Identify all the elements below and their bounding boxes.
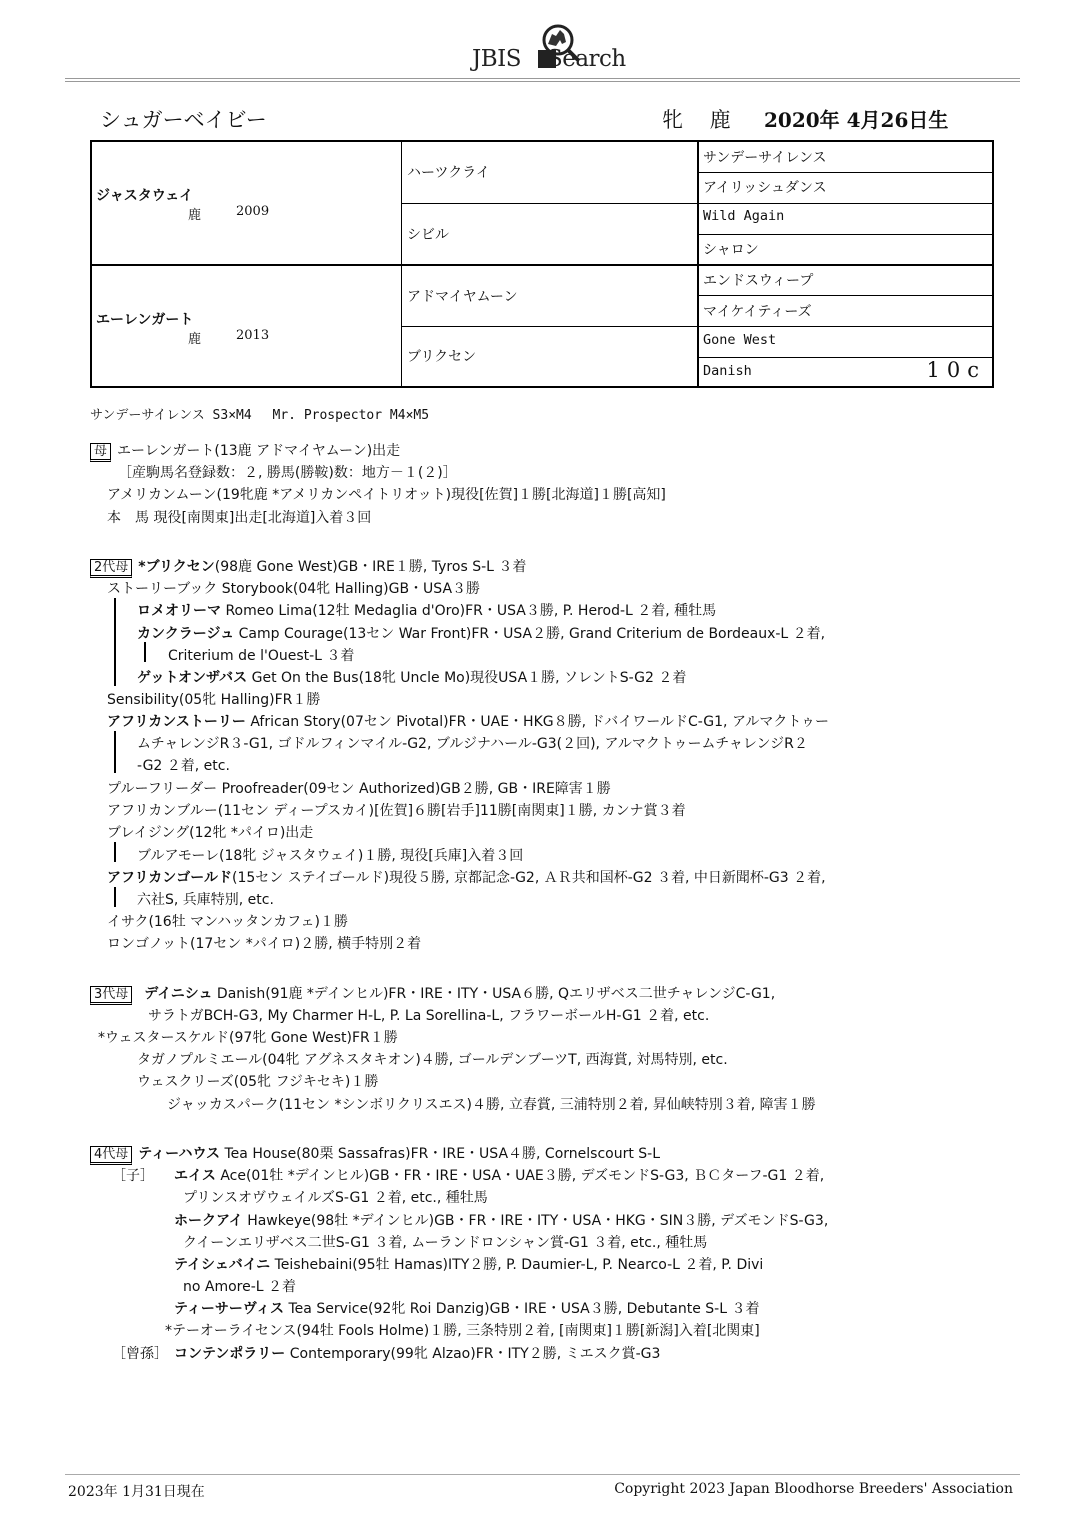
g2-tree-bar-2 xyxy=(144,642,146,662)
horse-name: シュガーベイビー xyxy=(100,108,267,132)
g2-line-11b: 六社S, 兵庫特別, etc. xyxy=(137,892,274,908)
g3-tag: 3代母 xyxy=(90,986,132,1005)
g3-line-1: *ウェスタースケルド(97牝 Gone West)FR１勝 xyxy=(98,1030,398,1046)
family-number: 10c xyxy=(926,358,986,382)
dam-line-1: 母 エーレンガート(13鹿 アドマイヤムーン)出走 xyxy=(90,440,400,462)
g4-child-1b: プリンスオヴウェイルズS-G1 ２着, etc., 種牡馬 xyxy=(183,1190,488,1206)
ssd-name: アイリッシュダンス xyxy=(703,180,827,196)
g2-line-13: ロンゴノット(17セン *パイロ)２勝, 横手特別２着 xyxy=(107,936,422,952)
horse-sex-color: 牝 鹿 xyxy=(662,108,741,132)
g3-line-4: ジャッカスパーク(11セン *シンボリクリスエス)４勝, 立春賞, 三浦特別２着, 昇仙峡特別３着, 障害１勝 xyxy=(167,1097,816,1113)
sire-color: 鹿 xyxy=(188,208,202,223)
logo-text-jbis: JBIS xyxy=(472,46,521,72)
dam-sire: アドマイヤムーン xyxy=(407,289,518,305)
logo-text-search: Search xyxy=(546,46,626,72)
jbis-search-logo xyxy=(472,18,632,74)
dam-color: 鹿 xyxy=(188,332,202,347)
horse-birth-date: 2020年 4月26日生 xyxy=(764,108,949,132)
g2-line-12: イサク(16牡 マンハッタンカフェ)１勝 xyxy=(107,914,348,930)
sire-dam: シビル xyxy=(407,227,449,243)
g2-line-6: アフリカンストーリー African Story(07セン Pivotal)FR・UAE・HKG８勝, ドバイワールドC-G1, アルマクトゥー xyxy=(107,714,830,730)
g4-child-tag: ［子］ xyxy=(112,1168,154,1184)
g2-line-1: ストーリーブック Storybook(04牝 Halling)GB・USA３勝 xyxy=(107,581,481,597)
g3-head-2: サラトガBCH-G3, My Charmer H-L, P. La Sorellina-L, フラワーボールH-G1 ２着, etc. xyxy=(148,1008,710,1024)
g4-greatgrandchild: コンテンポラリー Contemporary(99牝 Alzao)FR・ITY２勝, ミエスク賞-G3 xyxy=(174,1346,661,1362)
g2-line-8: アフリカンブルー(11セン ディープスカイ)[佐賀]６勝[岩手]11勝[南関東]１勝, カンナ賞３着 xyxy=(107,803,686,819)
footer-date: 2023年 1月31日現在 xyxy=(68,1484,205,1500)
g2-tag: 2代母 xyxy=(90,559,132,578)
footer-copyright: Copyright 2023 Japan Bloodhorse Breeders' Association xyxy=(614,1481,1013,1497)
g4-child-5: *テーオーライセンス(94牡 Fools Holme)１勝, 三条特別２着, [南関東]１勝[新潟]入着[北関東] xyxy=(165,1323,760,1339)
g2-line-11: アフリカンゴールド(15セン ステイゴールド)現役５勝, 京都記念-G2, ＡＲ共和国杯-G2 ３着, 中日新聞杯-G3 ２着, xyxy=(107,870,826,886)
dam-name: エーレンガート xyxy=(96,312,194,328)
g2-line-6c: -G2 ２着, etc. xyxy=(137,758,230,774)
dam-line-2: ［産駒馬名登録数：２, 勝馬(勝鞍)数：地方－１(２)］ xyxy=(118,465,457,481)
g2-line-10: ブルアモーレ(18牝 ジャスタウェイ)１勝, 現役[兵庫]入着３回 xyxy=(137,848,524,864)
g4-child-1: エイス Ace(01牡 *デインヒル)GB・FR・IRE・USA・UAE３勝, デズモンドS-G3, ＢＣターフ-G1 ２着, xyxy=(174,1168,825,1184)
dss-name: エンドスウィープ xyxy=(703,273,814,289)
g2-line-7: プルーフリーダー Proofreader(09セン Authorized)GB２勝, GB・IRE障害１勝 xyxy=(107,781,611,797)
dam-tag: 母 xyxy=(90,443,111,462)
g4-tag: 4代母 xyxy=(90,1146,132,1165)
sire-year: 2009 xyxy=(236,204,270,219)
inbreeding-line: サンデーサイレンス S3×M4 Mr. Prospector M4×M5 xyxy=(90,408,430,423)
dam-line-4: 本 馬 現役[南関東]出走[北海道]入着３回 xyxy=(107,510,372,526)
sss-name: サンデーサイレンス xyxy=(703,150,827,166)
g3-head: 3代母 デイニシュ Danish(91鹿 *デインヒル)FR・IRE・ITY・USA６勝, Qエリザベス二世チャレンジC-G1, xyxy=(90,983,775,1005)
g4-child-2: ホークアイ Hawkeye(98牡 *デインヒル)GB・FR・IRE・ITY・USA・HKG・SIN３勝, デズモンドS-G3, xyxy=(174,1213,829,1229)
g2-tree-bar-4 xyxy=(114,842,116,862)
g4-child-3b: no Amore-L ２着 xyxy=(183,1279,297,1295)
dds-name: Gone West xyxy=(703,332,777,348)
g2-tree-bar-5 xyxy=(114,887,116,907)
g3-line-2: タガノプルミエール(04牝 アグネスタキオン)４勝, ゴールデンブーツT, 西海賞, 対馬特別, etc. xyxy=(137,1052,728,1068)
g2-tree-bar-3 xyxy=(114,731,116,773)
g2-line-3b: Criterium de l'Ouest-L ３着 xyxy=(168,648,355,664)
g2-line-9: ブレイジング(12牝 *パイロ)出走 xyxy=(107,825,314,841)
g4-head: 4代母 ティーハウス Tea House(80栗 Sassafras)FR・IRE・USA４勝, Cornelscourt S-L xyxy=(90,1143,660,1165)
g2-line-2: ロメオリーマ Romeo Lima(12牡 Medaglia d'Oro)FR・USA３勝, P. Herod-L ２着, 種牡馬 xyxy=(137,603,717,619)
g4-child-3: テイシェバイニ Teishebaini(95牡 Hamas)ITY２勝, P. Daumier-L, P. Nearco-L ２着, P. Divi xyxy=(174,1257,764,1273)
dam-line-3: アメリカンムーン(19牝鹿 *アメリカンペイトリオット)現役[佐賀]１勝[北海道]１勝[高知] xyxy=(107,487,666,503)
g2-line-5: Sensibility(05牝 Halling)FR１勝 xyxy=(107,692,321,708)
g2-line-4: ゲットオンザバス Get On the Bus(18牝 Uncle Mo)現役USA１勝, ソレントS-G2 ２着 xyxy=(137,670,687,686)
pedigree-table xyxy=(90,140,994,388)
ddd-name: Danish xyxy=(703,363,752,379)
g4-child-2b: クイーンエリザベス二世S-G1 ３着, ムーランドロンシャン賞-G1 ３着, etc., 種牡馬 xyxy=(183,1235,708,1251)
g4-child-4: ティーサーヴィス Tea Service(92牝 Roi Danzig)GB・IRE・USA３勝, Debutante S-L ３着 xyxy=(174,1301,760,1317)
header-rule xyxy=(65,78,1020,82)
g2-head: 2代母 *ブリクセン(98鹿 Gone West)GB・IRE１勝, Tyros S-L ３着 xyxy=(90,556,526,578)
dam-year: 2013 xyxy=(236,328,270,343)
g4-greatgrandchild-tag: ［曾孫］ xyxy=(112,1346,168,1362)
dam-dam: ブリクセン xyxy=(407,349,477,365)
g3-line-3: ウェスクリーズ(05牝 フジキセキ)１勝 xyxy=(137,1074,379,1090)
sds-name: Wild Again xyxy=(703,208,785,224)
sire-sire: ハーツクライ xyxy=(407,165,490,181)
g2-line-6b: ムチャレンジR３-G1, ゴドルフィンマイル-G2, ブルジナハール-G3(２回), アルマクトゥームチャレンジR２ xyxy=(137,736,808,752)
dsd-name: マイケイティーズ xyxy=(703,304,812,320)
g2-tree-bar-1 xyxy=(114,598,116,686)
footer-rule xyxy=(65,1474,1020,1475)
g2-line-3: カンクラージュ Camp Courage(13セン War Front)FR・USA２勝, Grand Criterium de Bordeaux-L ２着, xyxy=(137,626,826,642)
sire-name: ジャスタウェイ xyxy=(96,188,194,204)
sdd-name: シャロン xyxy=(703,242,759,258)
